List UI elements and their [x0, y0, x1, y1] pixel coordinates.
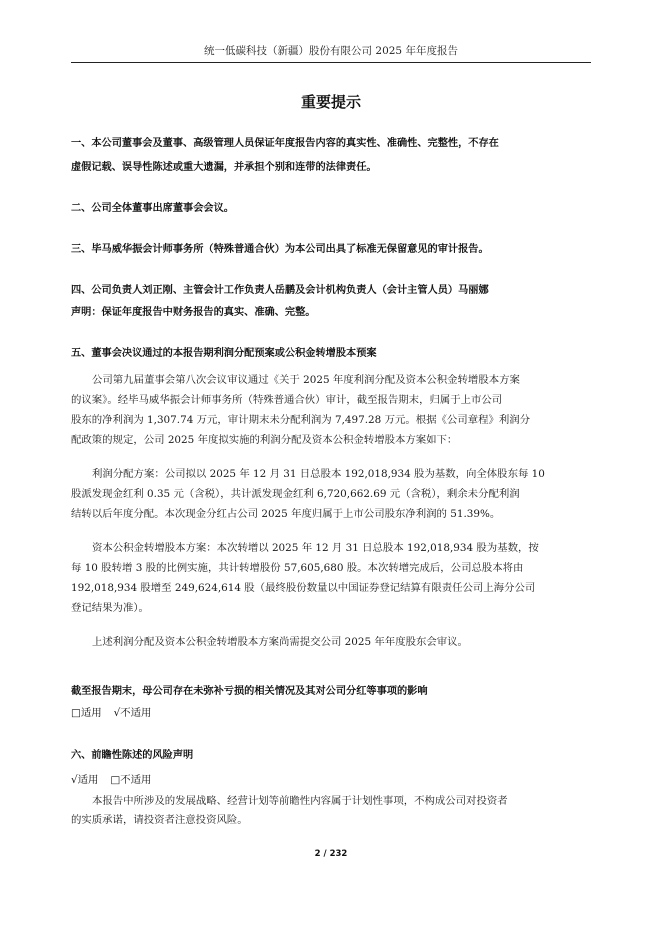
section-5-p1-line-1: 公司第九届董事会第八次会议审议通过《关于 2025 年度利润分配及资本公积金转增股本方案 — [92, 374, 520, 386]
notice-item-1-line-2: 虚假记载、误导性陈述或重大遗漏，并承担个别和连带的法律责任。 — [71, 162, 377, 173]
section-5-p2-line-1: 利润分配方案：公司拟以 2025 年 12 月 31 日总股本 192,018,934 股为基数，向全体股东每 10 — [92, 468, 545, 480]
section-5-p3-line-2: 每 10 股转增 3 股的比例实施，共计转增股份 57,605,680 股。本次转增完成后，公司总股本将由 — [71, 562, 524, 574]
notice-item-4-line-1: 四、公司负责人刘正刚、主管会计工作负责人岳鹏及会计机构负责人（会计主管人员）马丽娜 — [71, 285, 489, 296]
option-not-applicable-checked: √不适用 — [113, 707, 152, 719]
loss-section-heading: 截至报告期末，母公司存在未弥补亏损的相关情况及其对公司分红等事项的影响 — [71, 686, 428, 697]
section-5-p3-line-1: 资本公积金转增股本方案：本次转增以 2025 年 12 月 31 日总股本 192,018,934 股为基数，按 — [92, 542, 539, 554]
section-6-options — [71, 772, 151, 788]
notice-item-4-line-2: 声明：保证年度报告中财务报告的真实、准确、完整。 — [71, 307, 316, 318]
section-6-p1-line-1: 本报告中所涉及的发展战略、经营计划等前瞻性内容属于计划性事项，不构成公司对投资者 — [92, 795, 508, 807]
page-title: 重要提示 — [300, 93, 361, 111]
running-header: 统一低碳科技（新疆）股份有限公司 2025 年年度报告 — [204, 45, 458, 57]
section-6-heading: 六、前瞻性陈述的风险声明 — [71, 750, 194, 761]
header-rule — [71, 62, 591, 63]
option-not-applicable: □不适用 — [110, 774, 152, 786]
section-5-heading: 五、董事会决议通过的本报告期利润分配预案或公积金转增股本预案 — [71, 348, 377, 359]
loss-section-options — [71, 705, 151, 721]
section-5-p3-line-4: 登记结果为准）。 — [71, 602, 149, 614]
option-applicable-checked: √适用 — [71, 774, 99, 786]
section-5-p1-line-2: 的议案》。经毕马威华振会计师事务所（特殊普通合伙）审计，截至报告期末，归属于上市公司 — [71, 394, 503, 406]
section-5-p2-line-3: 结转以后年度分配。本次现金分红占公司 2025 年度归属于上市公司股东净利润的 51.39%。 — [71, 508, 501, 520]
section-5-p4: 上述利润分配及资本公积金转增股本方案尚需提交公司 2025 年年度股东会审议。 — [92, 636, 468, 648]
page-number: 2 / 232 — [314, 849, 348, 859]
section-5-p3-line-3: 192,018,934 股增至 249,624,614 股（最终股份数量以中国证券登记结算有限责任公司上海分公司 — [71, 582, 536, 594]
section-5-p2-line-2: 股派发现金红利 0.35 元（含税），共计派发现金红利 6,720,662.69 元（含税），剩余未分配利润 — [71, 488, 520, 500]
section-5-p1-line-4: 配政策的规定，公司 2025 年度拟实施的利润分配及资本公积金转增股本方案如下： — [71, 434, 458, 446]
notice-item-3: 三、毕马威华振会计师事务所（特殊普通合伙）为本公司出具了标准无保留意见的审计报告。 — [71, 244, 489, 255]
section-5-p1-line-3: 股东的净利润为 1,307.74 万元，审计期末未分配利润为 7,497.28 万元。根据《公司章程》利润分 — [71, 414, 531, 426]
section-6-p1-line-2: 的实质承诺，请投资者注意投资风险。 — [71, 814, 248, 826]
option-applicable: □适用 — [71, 707, 102, 719]
notice-item-1-line-1: 一、本公司董事会及董事、高级管理人员保证年度报告内容的真实性、准确性、完整性，不存在 — [71, 138, 499, 149]
notice-item-2: 二、公司全体董事出席董事会会议。 — [71, 203, 234, 214]
